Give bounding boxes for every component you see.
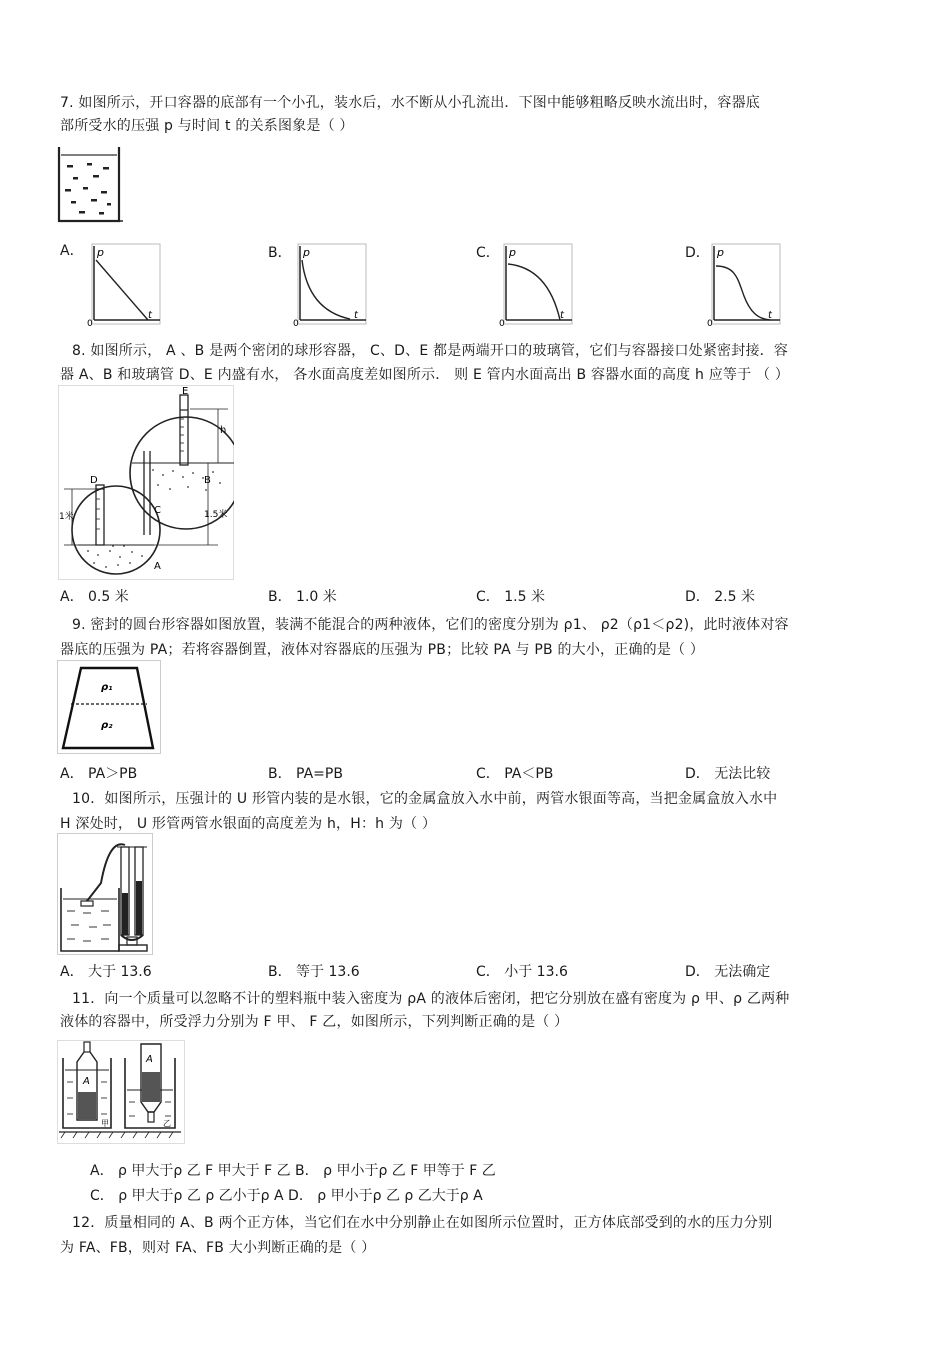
- q7-container-figure: [57, 145, 125, 225]
- q7-graph-b: [292, 240, 370, 328]
- q11-label-yi: 乙: [163, 1119, 171, 1128]
- q9-line-1: 9. 密封的圆台形容器如图放置，装满不能混合的两种液体，它们的密度分别为 ρ1、 ρ2（ρ1＜ρ2)，此时液体对容: [72, 617, 789, 633]
- q7-graph-a-origin: 0: [87, 319, 93, 328]
- q7-graph-b-origin: 0: [293, 319, 299, 328]
- q11-options-row-2: C． ρ 甲大于ρ 乙 ρ 乙小于ρ A D． ρ 甲小于ρ 乙 ρ 乙大于ρ A: [90, 1188, 483, 1204]
- q8-label-h: h: [220, 425, 227, 436]
- q10-option-c: C． 小于 13.6: [476, 964, 568, 980]
- q7-line-1: 7. 如图所示，开口容器的底部有一个小孔，装水后，水不断从小孔流出．下图中能够粗略反映水流出时，容器底: [60, 95, 761, 111]
- q8-label-1m: 1米: [59, 512, 74, 522]
- q8-label-1-5m: 1.5米: [204, 510, 228, 520]
- q10-option-d: D． 无法确定: [685, 964, 771, 980]
- q7-option-c-label: C．: [476, 245, 500, 261]
- q12-line-2: 为 FA、FB，则对 FA、FB 大小判断正确的是（ ）: [60, 1240, 376, 1256]
- q9-option-b: B． PA=PB: [268, 766, 343, 782]
- q11-label-jia: 甲: [101, 1119, 109, 1128]
- q8-spheres-figure: [58, 385, 234, 580]
- q8-option-b: B． 1.0 米: [268, 589, 337, 605]
- q8-label-a: A: [154, 561, 161, 572]
- q9-line-2: 器底的压强为 PA；若将容器倒置，液体对容器底的压强为 PB；比较 PA 与 PB 的大小，正确的是（ ）: [60, 642, 705, 658]
- q12-line-1: 12．质量相同的 A、B 两个正方体，当它们在水中分别静止在如图所示位置时，正方体底部受到的水的压力分别: [72, 1215, 773, 1231]
- q8-line-2: 器 A、B 和玻璃管 D、E 内盛有水， 各水面高度差如图所示． 则 E 管内水面高出 B 容器水面的高度 h 应等于 （ ）: [60, 367, 790, 383]
- q7-graph-d: [706, 240, 784, 328]
- q7-option-b-label: B．: [268, 245, 292, 261]
- q8-option-a: A． 0.5 米: [60, 589, 129, 605]
- q10-line-1: 10．如图所示，压强计的 U 形管内装的是水银，它的金属盒放入水中前，两管水银面等高，当把金属盒放入水中: [72, 791, 778, 807]
- q11-line-2: 液体的容器中，所受浮力分别为 F 甲、 F 乙，如图所示，下列判断正确的是（ ）: [60, 1014, 569, 1030]
- q9-option-c: C． PA＜PB: [476, 766, 554, 782]
- q9-label-rho2: ρ₂: [101, 720, 113, 731]
- q7-option-d-label: D．: [685, 245, 710, 261]
- q7-graph-a-p-label: p: [97, 246, 104, 259]
- q7-graph-d-t-label: t: [768, 310, 772, 321]
- q9-option-d: D． 无法比较: [685, 766, 771, 782]
- q8-line-1: 8. 如图所示， A 、B 是两个密闭的球形容器， C、D、E 都是两端开口的玻璃管，它们与容器接口处紧密封接．容: [72, 343, 789, 359]
- q8-label-d: D: [90, 475, 98, 486]
- q8-label-c: C: [154, 505, 161, 516]
- q9-option-a: A． PA＞PB: [60, 766, 138, 782]
- q11-line-1: 11．向一个质量可以忽略不计的塑料瓶中装入密度为 ρA 的液体后密闭，把它分别放在盛有密度为 ρ 甲、ρ 乙两种: [72, 991, 790, 1007]
- q7-graph-c: [498, 240, 576, 328]
- q7-graph-c-p-label: p: [509, 246, 516, 259]
- q10-manometer-figure: [57, 833, 153, 955]
- q11-label-a-right: A: [146, 1054, 153, 1065]
- q7-graph-d-p-label: p: [717, 246, 724, 259]
- q7-option-a-label: A．: [60, 243, 84, 259]
- q10-option-b: B． 等于 13.6: [268, 964, 360, 980]
- q7-graph-a: [86, 240, 164, 328]
- q8-label-b: B: [204, 475, 211, 486]
- q10-line-2: H 深处时， U 形管两管水银面的高度差为 h，H：h 为（ ）: [60, 816, 437, 832]
- q7-graph-d-origin: 0: [707, 319, 713, 328]
- q8-option-c: C． 1.5 米: [476, 589, 545, 605]
- q7-graph-b-p-label: p: [303, 246, 310, 259]
- q7-graph-b-t-label: t: [354, 310, 358, 321]
- q7-graph-c-origin: 0: [499, 319, 505, 328]
- q10-option-a: A． 大于 13.6: [60, 964, 152, 980]
- q11-label-a-left: A: [83, 1076, 90, 1087]
- q7-line-2: 部所受水的压强 p 与时间 t 的关系图象是（ ）: [60, 118, 354, 134]
- q8-label-e: E: [182, 386, 189, 397]
- q7-graph-a-t-label: t: [148, 310, 152, 321]
- q8-option-d: D． 2.5 米: [685, 589, 755, 605]
- q9-frustum-figure: [57, 660, 161, 754]
- q11-bottles-figure: [57, 1040, 185, 1144]
- q7-graph-c-t-label: t: [560, 310, 564, 321]
- q11-options-row-1: A． ρ 甲大于ρ 乙 F 甲大于 F 乙 B． ρ 甲小于ρ 乙 F 甲等于 F 乙: [90, 1163, 496, 1179]
- q9-label-rho1: ρ₁: [101, 682, 113, 693]
